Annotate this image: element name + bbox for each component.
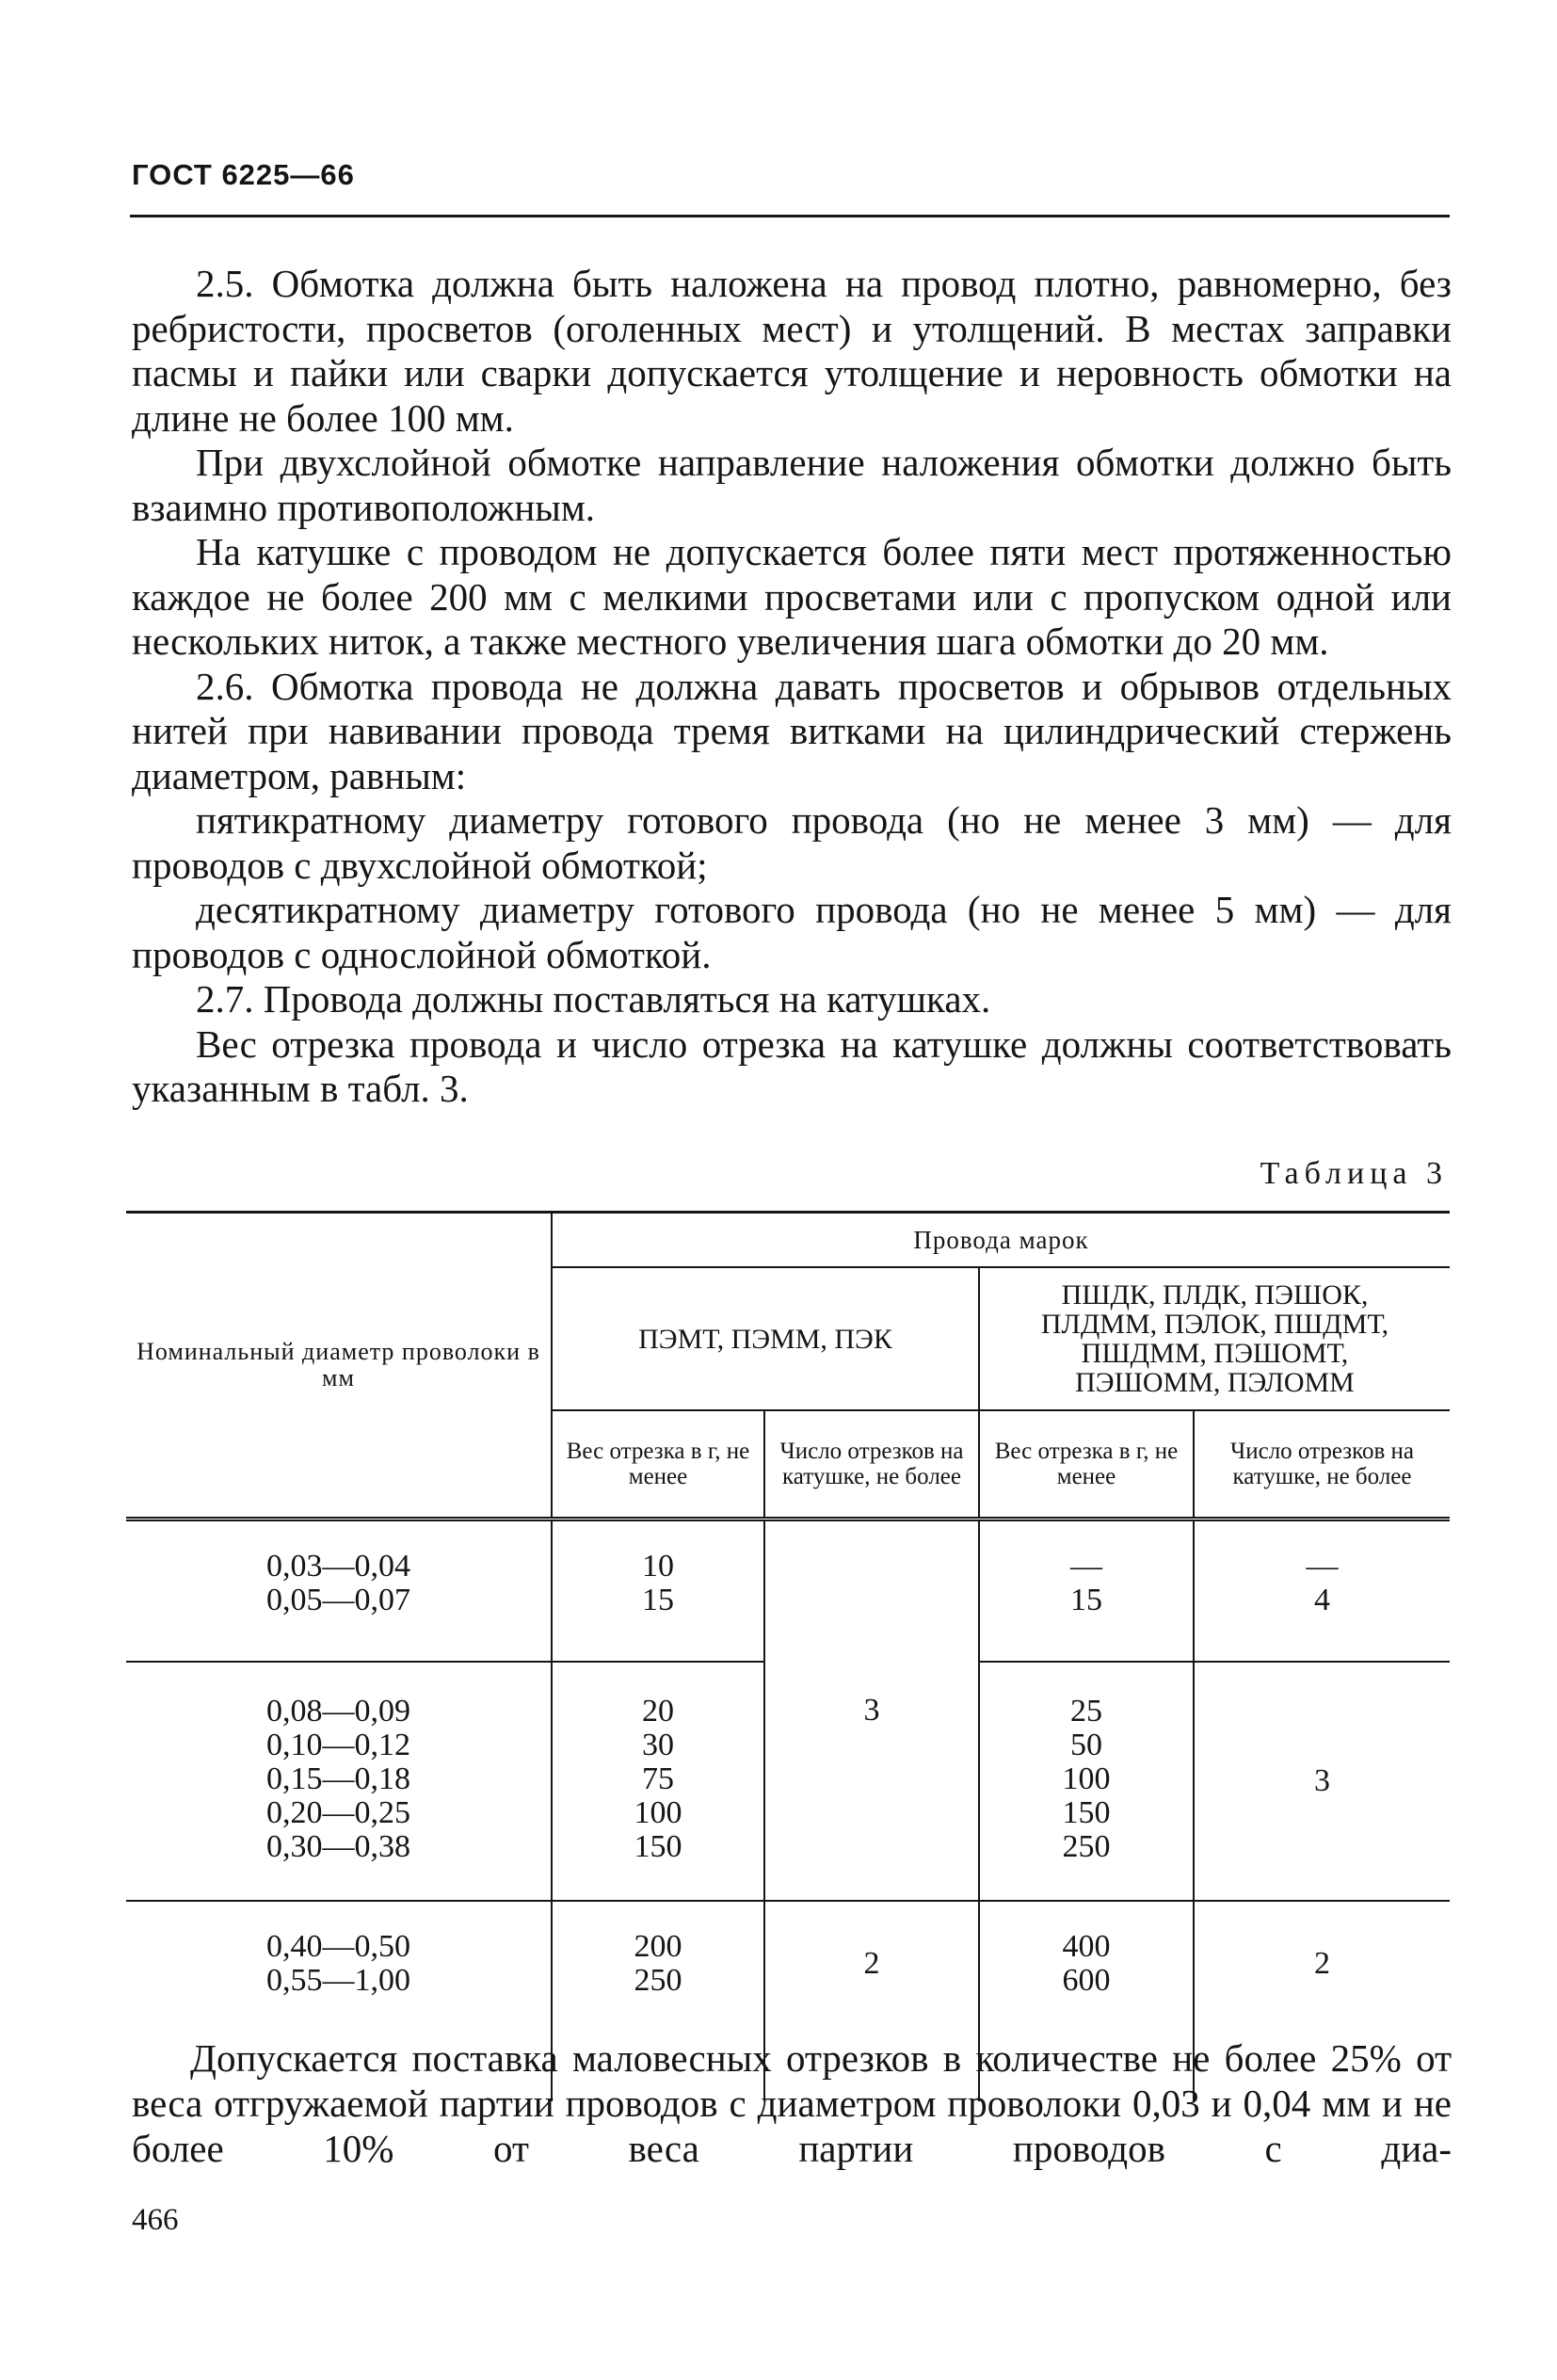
diameter-value: 0,55—1,00 xyxy=(266,1963,410,1998)
table-3 xyxy=(126,1211,1450,2101)
weight2-value: 15 xyxy=(1070,1583,1102,1617)
weight1-value: 30 xyxy=(642,1728,674,1762)
count2-value: 4 xyxy=(1314,1583,1330,1617)
diameter-value: 0,20—0,25 xyxy=(266,1795,410,1830)
weight1-value: 75 xyxy=(642,1761,674,1796)
body-text-block xyxy=(132,262,1452,1112)
diameter-cell xyxy=(126,1520,552,1663)
header-rule xyxy=(130,215,1450,217)
weight1-value: 150 xyxy=(634,1829,682,1864)
weight2-value: 100 xyxy=(1062,1761,1111,1796)
weight2-value: 150 xyxy=(1062,1795,1111,1830)
paragraph-five-times: пятикратному диаметру готового провода (но не менее 3 мм) — для проводов с двухслойной обмоткой; xyxy=(132,798,1452,887)
paragraph-double-layer: При двухслойной обмотке направление наложения обмотки должно быть взаимно противоположным. xyxy=(132,441,1452,529)
diameter-value: 0,30—0,38 xyxy=(266,1829,410,1864)
header-diameter: Номинальный диаметр проволоки в мм xyxy=(126,1213,552,1520)
footer-paragraph: Допускается поставка маловесных отрезков в количестве не более 25% от веса отгружаемой партии проводов с диаметром проволоки 0,03 и 0,04 мм и не более 10% от веса партии проводов с диа- xyxy=(132,2036,1452,2170)
weight2-value: 50 xyxy=(1070,1728,1102,1762)
count2-cell: 2 xyxy=(1194,1901,1450,2101)
header-count-2: Число отрезков на катушке, не более xyxy=(1194,1410,1450,1520)
weight2-value: 250 xyxy=(1062,1829,1111,1864)
weight2-value: 600 xyxy=(1062,1963,1111,1998)
paragraph-ten-times: десятикратному диаметру готового провода (но не менее 5 мм) — для проводов с однослойной обмоткой. xyxy=(132,888,1452,976)
page-number: 466 xyxy=(132,2203,179,2237)
count2-cell: 3 xyxy=(1194,1662,1450,1901)
paragraph-weight-count: Вес отрезка провода и число отрезка на катушке должны соответствовать указанным в табл. 3. xyxy=(132,1021,1452,1110)
diameter-value: 0,10—0,12 xyxy=(266,1728,410,1762)
weight1-value: 20 xyxy=(642,1694,674,1729)
diameter-cell xyxy=(126,1662,552,1901)
count2-cell xyxy=(1194,1520,1450,1663)
diameter-value: 0,05—0,07 xyxy=(266,1583,410,1617)
count2-value: — xyxy=(1306,1549,1339,1584)
paragraph-2-6: 2.6. Обмотка провода не должна давать просветов и обрывов отдельных нитей при навивании провода тремя витками на цилиндрический стержень диаметром, равным: xyxy=(132,664,1452,797)
count1-cell: 3 xyxy=(764,1520,979,1902)
paragraph-spool-defects: На катушке с проводом не допускается более пяти мест протяженностью каждое не более 200 мм с мелкими просветами или с пропуском одной или нескольких ниток, а также местного увеличения шага обмотки до 20 мм. xyxy=(132,530,1452,663)
weight1-cell xyxy=(552,1520,764,1663)
weight1-value: 15 xyxy=(642,1583,674,1617)
weight2-cell xyxy=(979,1662,1194,1901)
diameter-value: 0,03—0,04 xyxy=(266,1549,410,1584)
weight2-value: — xyxy=(1070,1549,1102,1584)
weight1-value: 250 xyxy=(634,1963,682,1998)
header-brands-2: ПШДК, ПЛДК, ПЭШОК, ПЛДММ, ПЭЛОК, ПШДМТ, ПШДММ, ПЭШОМТ, ПЭШОММ, ПЭЛОММ xyxy=(979,1267,1450,1410)
weight1-value: 100 xyxy=(634,1795,682,1830)
diameter-value: 0,15—0,18 xyxy=(266,1761,410,1796)
document-header: ГОСТ 6225—66 xyxy=(132,158,355,191)
weight2-value: 25 xyxy=(1070,1694,1102,1729)
count1-cell: 2 xyxy=(764,1901,979,2101)
weight1-value: 10 xyxy=(642,1549,674,1584)
weight2-value: 400 xyxy=(1062,1929,1111,1964)
footer-paragraph-block xyxy=(132,2035,1452,2171)
diameter-value: 0,40—0,50 xyxy=(266,1929,410,1964)
header-group: Провода марок xyxy=(552,1213,1450,1268)
weight1-cell xyxy=(552,1662,764,1901)
diameter-value: 0,08—0,09 xyxy=(266,1694,410,1729)
paragraph-2-7: 2.7. Провода должны поставляться на катушках. xyxy=(196,977,991,1021)
header-weight-1: Вес отрезка в г, не менее xyxy=(552,1410,764,1520)
header-count-1: Число отрезков на катушке, не более xyxy=(764,1410,979,1520)
header-brands-1: ПЭМТ, ПЭММ, ПЭК xyxy=(552,1267,979,1410)
paragraph-2-5: 2.5. Обмотка должна быть наложена на провод плотно, равномерно, без ребристости, просветов (оголенных мест) и утолщений. В местах заправки пасмы и пайки или сварки допускается утолщение и неровность обмотки на длине не более 100 мм. xyxy=(132,262,1452,440)
weight2-cell xyxy=(979,1520,1194,1663)
table-caption: Таблица 3 xyxy=(1260,1156,1448,1191)
header-weight-2: Вес отрезка в г, не менее xyxy=(979,1410,1194,1520)
table-row xyxy=(126,1520,1450,1663)
weight1-value: 200 xyxy=(634,1929,682,1964)
